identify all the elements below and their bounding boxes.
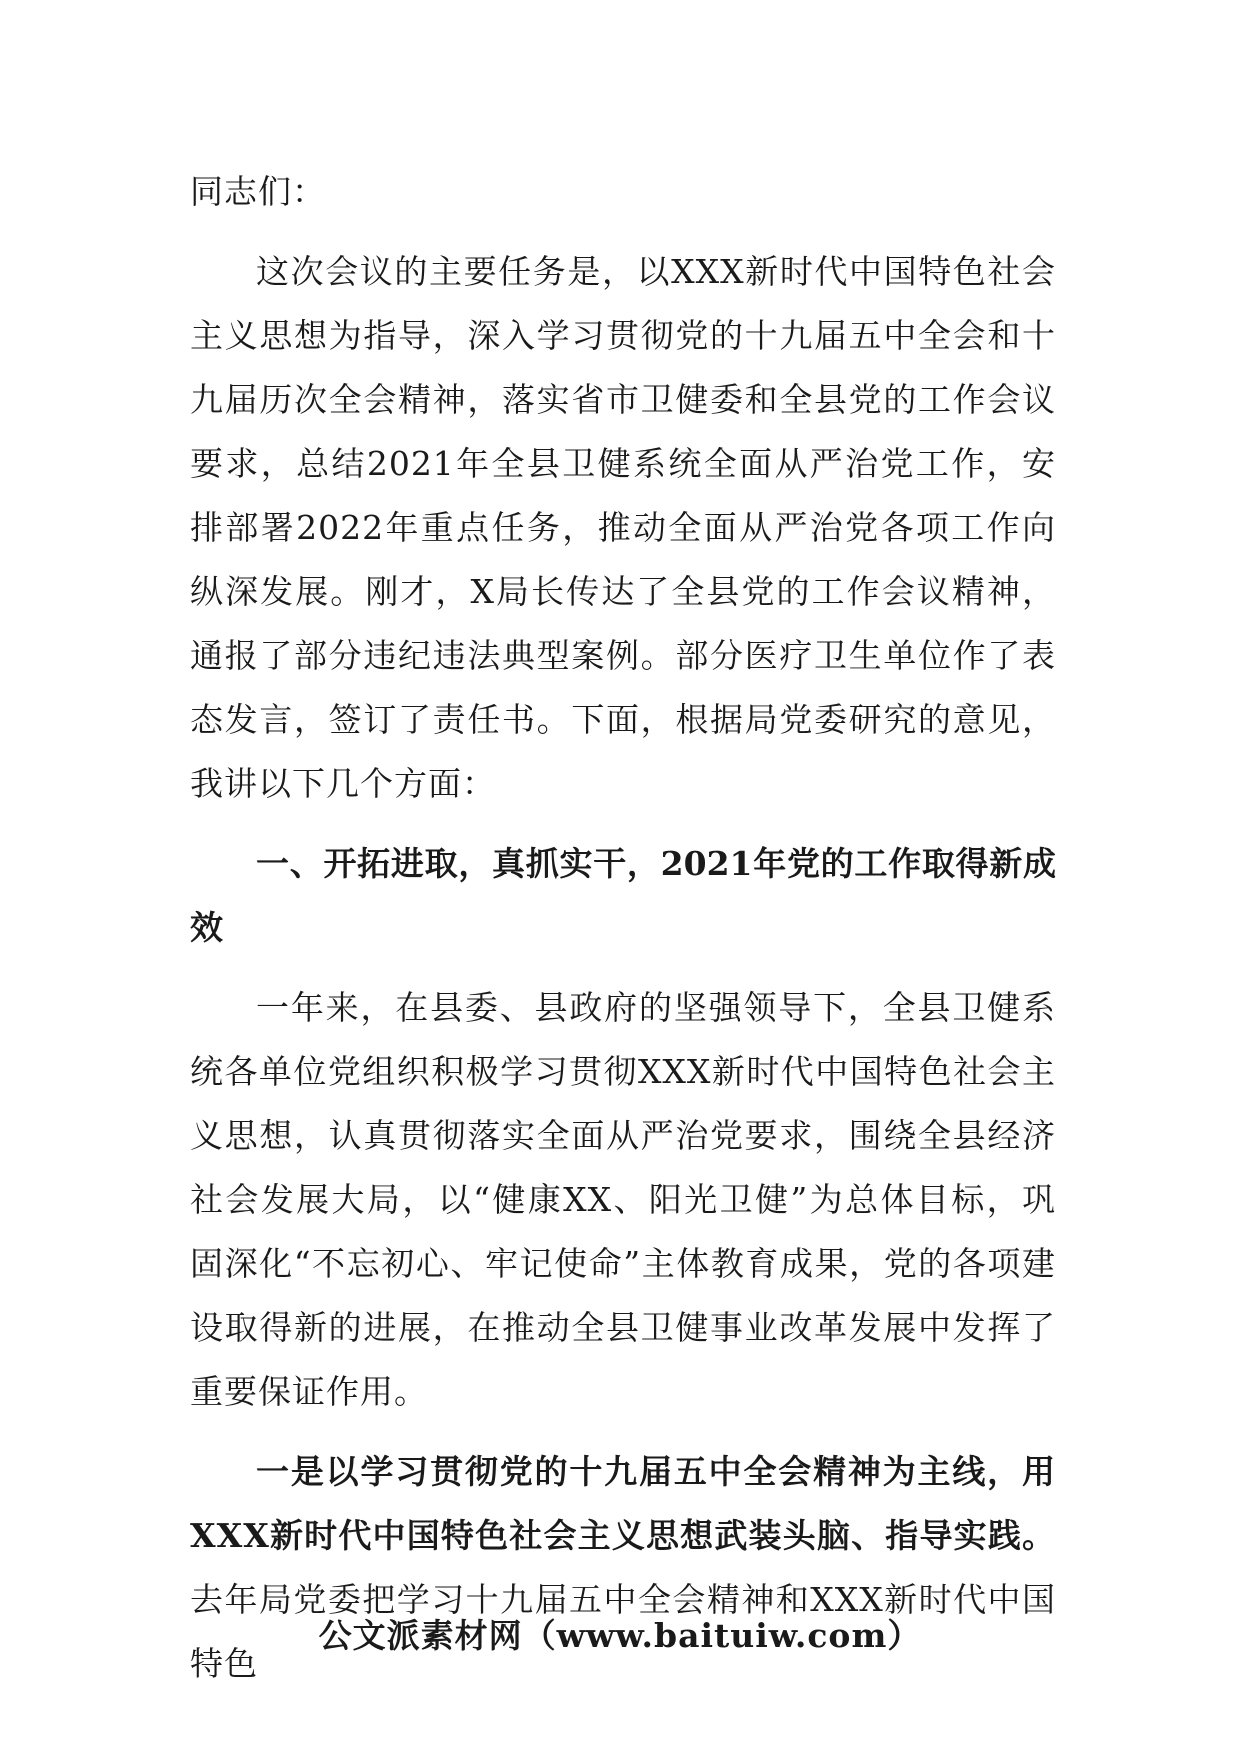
salutation: 同志们： bbox=[190, 172, 326, 211]
section-heading-1: 一、开拓进取，真抓实干，2021年党的工作取得新成效 bbox=[190, 844, 1056, 947]
section-paragraph-1: 一年来，在县委、县政府的坚强领导下，全县卫健系统各单位党组织积极学习贯彻XXX新时代中国特色社会主义思想，认真贯彻落实全面从严治党要求，围绕全县经济社会发展大局，以“健康XX、阳光卫健”为总体目标，巩固深化“不忘初心、牢记使命”主体教育成果，党的各项建设取得新的进展，在推动全县卫健事业改革发展中发挥了重要保证作用。 bbox=[190, 988, 1056, 1411]
intro-paragraph: 这次会议的主要任务是，以XXX新时代中国特色社会主义思想为指导，深入学习贯彻党的十九届五中全会和十九届历次全会精神，落实省市卫健委和全县党的工作会议要求，总结2021年全县卫健系统全面从严治党工作，安排部署2022年重点任务，推动全面从严治党各项工作向纵深发展。刚才，X局长传达了全县党的工作会议精神，通报了部分违纪违法典型案例。部分医疗卫生单位作了表态发言，签订了责任书。下面，根据局党委研究的意见，我讲以下几个方面： bbox=[190, 252, 1056, 803]
point-1-lead: 一是以学习贯彻党的十九届五中全会精神为主线，用XXX新时代中国特色社会主义思想武装头脑、指导实践。 bbox=[190, 1452, 1056, 1555]
point-1-text: 去年局党委把学习十九届五中全会精神和XXX新时代中国特色 bbox=[190, 1580, 1056, 1683]
document-body bbox=[190, 160, 1056, 1696]
footer-watermark: 公文派素材网（www.baituiw.com） bbox=[318, 1616, 922, 1655]
point-paragraph-1 bbox=[190, 1440, 1056, 1696]
